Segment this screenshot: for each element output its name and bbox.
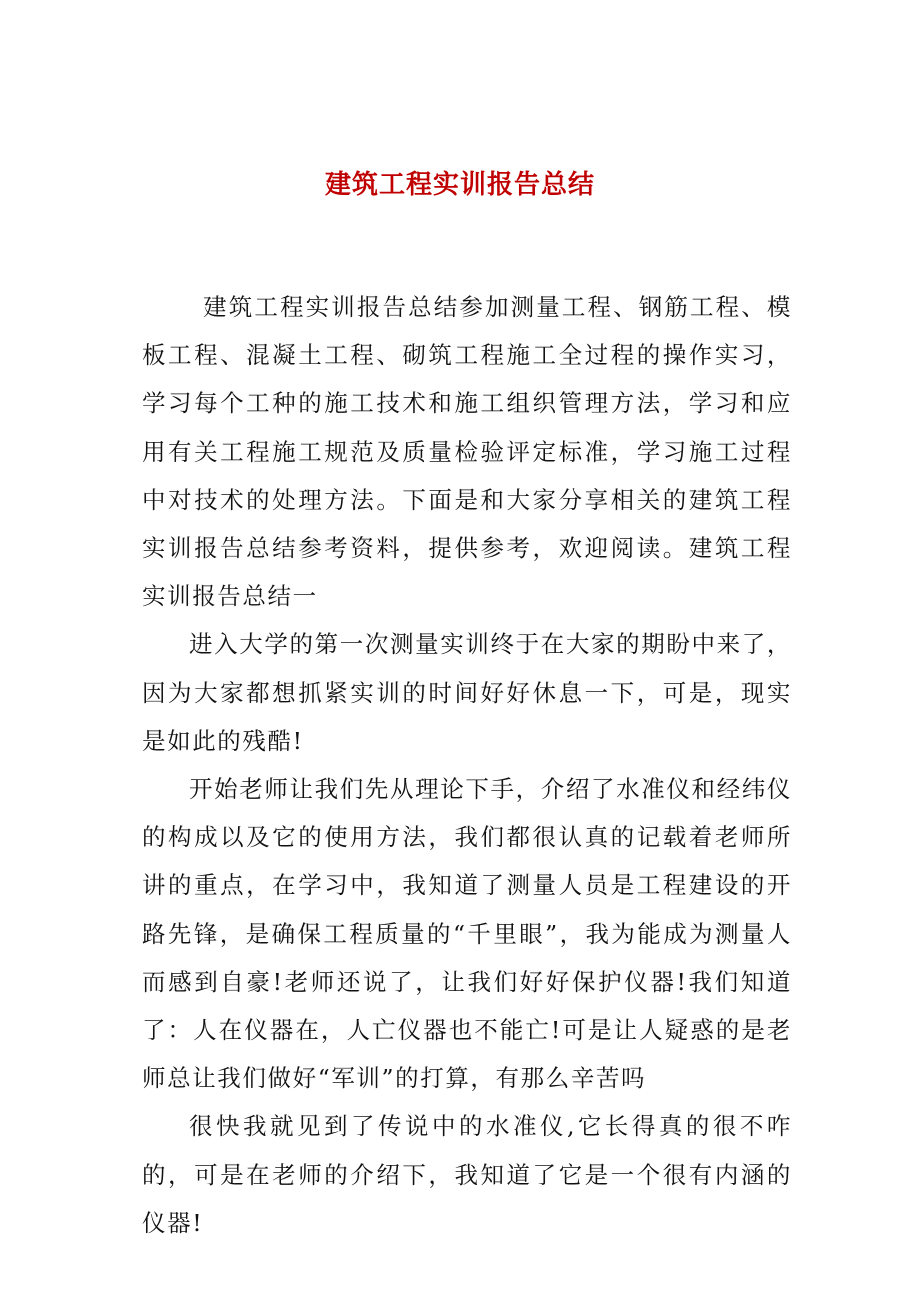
document-title: 建筑工程实训报告总结 [324,170,595,200]
paragraph-3: 开始老师让我们先从理论下手，介绍了水准仪和经纬仪的构成以及它的使用方法，我们都很认真的记载着老师所讲的重点，在学习中，我知道了测量人员是工程建设的开路先锋，是确保工程质量的“千里眼”，我为能成为测量人而感到自豪!老师还说了，让我们好好保护仪器!我们知道了：人在仪器在，人亡仪器也不能亡!可是让人疑惑的是老师总让我们做好“军训”的打算，有那么辛苦吗 [142,775,792,1093]
document-body [142,283,792,1247]
paragraph-intro: 建筑工程实训报告总结参加测量工程、钢筋工程、模板工程、混凝土工程、砌筑工程施工全过程的操作实习，学习每个工种的施工技术和施工组织管理方法，学习和应用有关工程施工规范及质量检验评定标准，学习施工过程中对技术的处理方法。下面是和大家分享相关的建筑工程实训报告总结参考资料，提供参考，欢迎阅读。建筑工程实训报告总结一 [142,293,792,611]
paragraph-4: 很快我就见到了传说中的水准仪,它长得真的很不咋的，可是在老师的介绍下，我知道了它是一个很有内涵的仪器! [142,1112,792,1237]
paragraph-2: 进入大学的第一次测量实训终于在大家的期盼中来了，因为大家都想抓紧实训的时间好好休息一下，可是，现实是如此的残酷! [142,630,792,755]
